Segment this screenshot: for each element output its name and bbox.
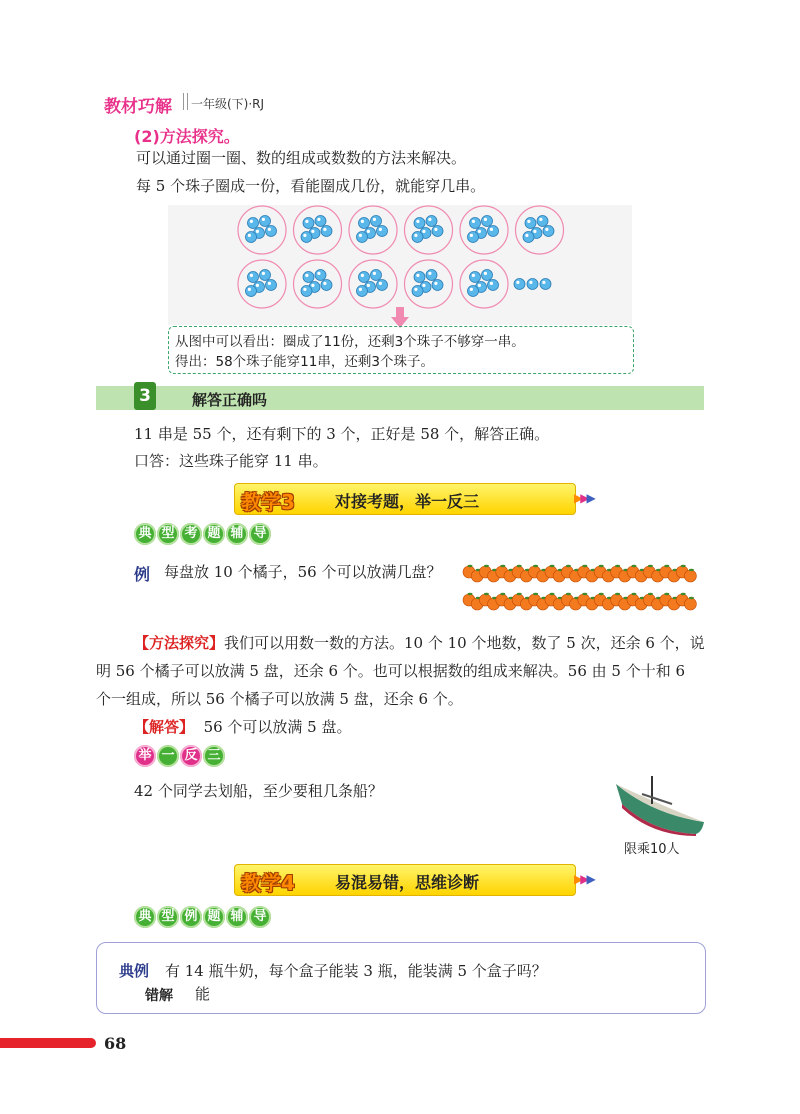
typical-example-tag: 典例 bbox=[119, 962, 150, 980]
bubble-char: 导 bbox=[249, 523, 271, 545]
bead-highlight bbox=[414, 234, 417, 237]
section-title: 解答正确吗 bbox=[192, 391, 268, 409]
bead bbox=[371, 270, 382, 281]
check-line-1: 11 串是 55 个，还有剩下的 3 个，正好是 58 个，解答正确。 bbox=[134, 425, 550, 443]
answer-label: 【解答】 bbox=[134, 718, 195, 736]
example-label: 例 bbox=[134, 565, 151, 584]
bead bbox=[488, 280, 499, 291]
method-explore-label: 【方法探究】 bbox=[134, 634, 225, 652]
bead-highlight bbox=[470, 234, 473, 237]
typical-example-question: 有 14 瓶牛奶，每个盒子能装 3 瓶，能装满 5 个盒子吗？ bbox=[165, 962, 547, 980]
bead bbox=[470, 272, 481, 283]
bead bbox=[246, 286, 257, 297]
bubble-char: 辅 bbox=[226, 523, 248, 545]
bead-highlight bbox=[525, 234, 528, 237]
wrong-answer-tag: 错解 bbox=[145, 988, 173, 1004]
bubble-char: 一 bbox=[157, 745, 179, 767]
chevron-right-icon: ▶▶▶ bbox=[574, 491, 593, 505]
bead-highlight bbox=[527, 220, 530, 223]
bead bbox=[246, 232, 257, 243]
bead-highlight bbox=[422, 230, 425, 233]
bead-highlight bbox=[361, 220, 364, 223]
bead-highlight bbox=[305, 274, 308, 277]
orange bbox=[684, 570, 696, 582]
bubble-char: 型 bbox=[157, 523, 179, 545]
bead-highlight bbox=[323, 282, 326, 285]
bead-highlight bbox=[361, 274, 364, 277]
orange-leaf bbox=[533, 593, 538, 595]
orange-leaf bbox=[648, 593, 653, 595]
method-heading: (2)方法探究。 bbox=[134, 127, 240, 146]
bead bbox=[432, 280, 443, 291]
bead-highlight bbox=[472, 274, 475, 277]
bead bbox=[527, 279, 538, 290]
bead bbox=[321, 226, 332, 237]
orange-leaf bbox=[500, 565, 505, 567]
bead-highlight bbox=[416, 274, 419, 277]
bead bbox=[303, 218, 314, 229]
bead bbox=[537, 216, 548, 227]
bead-highlight bbox=[317, 272, 320, 275]
orange-leaf bbox=[615, 565, 620, 567]
example-question: 每盘放 10 个橘子，56 个可以放满几盘？ bbox=[164, 563, 442, 581]
orange-leaf bbox=[550, 565, 555, 567]
bubble-char: 反 bbox=[180, 745, 202, 767]
orange-leaf bbox=[681, 593, 686, 595]
bead bbox=[315, 216, 326, 227]
bead bbox=[470, 218, 481, 229]
bead-highlight bbox=[416, 220, 419, 223]
orange-leaf bbox=[566, 593, 571, 595]
bead-highlight bbox=[516, 281, 519, 284]
bead bbox=[301, 286, 312, 297]
practice-label bbox=[134, 745, 225, 767]
bubble-char: 典 bbox=[134, 523, 156, 545]
bead-highlight bbox=[414, 288, 417, 291]
bead-highlight bbox=[434, 228, 437, 231]
answer-text: 56 个可以放满 5 盘。 bbox=[203, 718, 352, 736]
orange-leaf bbox=[500, 593, 505, 595]
conclusion-line-2: 得出：58个珠子能穿11串，还剩3个珠子。 bbox=[175, 354, 434, 370]
bead bbox=[371, 216, 382, 227]
bead bbox=[377, 280, 388, 291]
exercise-question: 42 个同学去划船，至少要租几条船？ bbox=[134, 782, 383, 800]
typical-question-label bbox=[134, 523, 271, 545]
orange-leaf bbox=[664, 565, 669, 567]
bead-highlight bbox=[490, 282, 493, 285]
bead bbox=[303, 272, 314, 283]
bead bbox=[248, 218, 259, 229]
bead-highlight bbox=[359, 288, 362, 291]
bubble-char: 题 bbox=[203, 906, 225, 928]
bead-highlight bbox=[478, 230, 481, 233]
boat-icon bbox=[612, 774, 708, 838]
typical-example-box bbox=[96, 942, 706, 1014]
bead bbox=[412, 286, 423, 297]
bead bbox=[266, 226, 277, 237]
orange-leaf bbox=[582, 565, 587, 567]
orange-leaf bbox=[681, 565, 686, 567]
method-explore-line-3: 个一组成，所以 56 个橘子可以放满 5 盘，还余 6 个。 bbox=[96, 690, 463, 708]
bubble-char: 题 bbox=[203, 523, 225, 545]
bead-highlight bbox=[478, 284, 481, 287]
orange-leaf bbox=[468, 593, 473, 595]
bead-highlight bbox=[428, 218, 431, 221]
bead-highlight bbox=[545, 228, 548, 231]
banner-teach-4 bbox=[234, 864, 576, 896]
chevron-right-icon: ▶▶▶ bbox=[574, 872, 593, 886]
bead bbox=[432, 226, 443, 237]
bubble-char: 型 bbox=[157, 906, 179, 928]
bead-highlight bbox=[470, 288, 473, 291]
bead-highlight bbox=[248, 234, 251, 237]
typical-example-label bbox=[134, 906, 271, 928]
bead-highlight bbox=[317, 218, 320, 221]
bead-highlight bbox=[529, 281, 532, 284]
bead-highlight bbox=[484, 218, 487, 221]
bead bbox=[468, 286, 479, 297]
bead bbox=[414, 272, 425, 283]
bead-highlight bbox=[311, 284, 314, 287]
bead bbox=[359, 272, 370, 283]
bead-highlight bbox=[305, 220, 308, 223]
bead bbox=[426, 270, 437, 281]
bead bbox=[321, 280, 332, 291]
bead-highlight bbox=[262, 218, 265, 221]
bubble-char: 举 bbox=[134, 745, 156, 767]
bead bbox=[359, 218, 370, 229]
bubble-char: 例 bbox=[180, 906, 202, 928]
check-line-2: 口答：这些珠子能穿 11 串。 bbox=[134, 452, 328, 470]
bead-highlight bbox=[373, 272, 376, 275]
book-title: 教材巧解 bbox=[104, 97, 172, 117]
section-bar bbox=[96, 386, 704, 410]
orange-leaf bbox=[484, 593, 489, 595]
conclusion-box bbox=[168, 326, 634, 374]
bead-highlight bbox=[379, 228, 382, 231]
bead-highlight bbox=[472, 220, 475, 223]
orange-leaf bbox=[566, 565, 571, 567]
bead-highlight bbox=[268, 228, 271, 231]
bead-highlight bbox=[434, 282, 437, 285]
bead-highlight bbox=[250, 220, 253, 223]
bead bbox=[488, 226, 499, 237]
bead-highlight bbox=[428, 272, 431, 275]
page-number: 68 bbox=[104, 1034, 127, 1053]
bead bbox=[248, 272, 259, 283]
bead-highlight bbox=[367, 284, 370, 287]
bubble-char: 典 bbox=[134, 906, 156, 928]
bead-highlight bbox=[542, 281, 545, 284]
bead-highlight bbox=[268, 282, 271, 285]
bead-highlight bbox=[422, 284, 425, 287]
orange-leaf bbox=[582, 593, 587, 595]
orange-leaf bbox=[517, 593, 522, 595]
conclusion-line-1: 从图中可以看出：圈成了11份，还剩3个珠子不够穿一串。 bbox=[175, 334, 525, 350]
method-explore-line-2: 明 56 个橘子可以放满 5 盘，还余 6 个。也可以根据数的组成来解决。56 由 5 个十和 6 bbox=[96, 662, 686, 680]
wrong-answer: 能 bbox=[195, 985, 211, 1003]
bead-highlight bbox=[533, 230, 536, 233]
orange-leaf bbox=[599, 593, 604, 595]
bead-highlight bbox=[248, 288, 251, 291]
orange-leaf bbox=[632, 565, 637, 567]
method-explore-line-1 bbox=[134, 632, 705, 654]
bead bbox=[523, 232, 534, 243]
orange-leaf bbox=[632, 593, 637, 595]
bead-highlight bbox=[256, 284, 259, 287]
bead-highlight bbox=[490, 228, 493, 231]
section-number: 3 bbox=[134, 382, 156, 410]
method-line-1: 可以通过圈一圈、数的组成或数数的方法来解决。 bbox=[136, 149, 467, 167]
bead-highlight bbox=[311, 230, 314, 233]
orange-leaf bbox=[689, 569, 694, 571]
bead bbox=[482, 270, 493, 281]
bead bbox=[315, 270, 326, 281]
oranges-illustration bbox=[462, 558, 702, 614]
bead-highlight bbox=[484, 272, 487, 275]
bead bbox=[540, 279, 551, 290]
bead-highlight bbox=[539, 218, 542, 221]
bead bbox=[482, 216, 493, 227]
answer-line bbox=[134, 716, 352, 738]
bead bbox=[357, 286, 368, 297]
bead-highlight bbox=[262, 272, 265, 275]
bead-highlight bbox=[367, 230, 370, 233]
bubble-char: 辅 bbox=[226, 906, 248, 928]
bead bbox=[543, 226, 554, 237]
bead-highlight bbox=[373, 218, 376, 221]
bead-highlight bbox=[256, 230, 259, 233]
bead-highlight bbox=[250, 274, 253, 277]
page-number-bar bbox=[0, 1038, 96, 1048]
bead-highlight bbox=[303, 288, 306, 291]
bubble-char: 考 bbox=[180, 523, 202, 545]
orange-leaf bbox=[648, 565, 653, 567]
bead bbox=[377, 226, 388, 237]
orange-leaf bbox=[484, 565, 489, 567]
method-line-2: 每 5 个珠子圈成一份，看能圈成几份，就能穿几串。 bbox=[136, 177, 486, 195]
banner-3-label: 教学3 bbox=[241, 490, 295, 514]
banner-3-text: 对接考题，举一反三 bbox=[335, 492, 480, 511]
bead bbox=[260, 270, 271, 281]
bead-highlight bbox=[303, 234, 306, 237]
orange-leaf bbox=[689, 597, 694, 599]
bead bbox=[468, 232, 479, 243]
orange-leaf bbox=[550, 593, 555, 595]
bead bbox=[525, 218, 536, 229]
bead-highlight bbox=[379, 282, 382, 285]
orange-leaf bbox=[664, 593, 669, 595]
bead-highlight bbox=[323, 228, 326, 231]
bead bbox=[414, 218, 425, 229]
bead bbox=[514, 279, 525, 290]
banner-4-text: 易混易错，思维诊断 bbox=[335, 873, 480, 892]
bead bbox=[260, 216, 271, 227]
orange-leaf bbox=[615, 593, 620, 595]
orange-leaf bbox=[468, 565, 473, 567]
header-divider bbox=[183, 93, 188, 110]
bead bbox=[266, 280, 277, 291]
grade-label: 一年级(下)·RJ bbox=[191, 97, 265, 111]
bead bbox=[357, 232, 368, 243]
bead bbox=[412, 232, 423, 243]
orange-leaf bbox=[517, 565, 522, 567]
banner-teach-3 bbox=[234, 483, 576, 515]
bubble-char: 三 bbox=[203, 745, 225, 767]
bead bbox=[301, 232, 312, 243]
bead-highlight bbox=[359, 234, 362, 237]
banner-4-label: 教学4 bbox=[241, 871, 295, 895]
bubble-char: 导 bbox=[249, 906, 271, 928]
bead bbox=[426, 216, 437, 227]
orange bbox=[684, 598, 696, 610]
orange-leaf bbox=[533, 565, 538, 567]
boat-caption: 限乘10人 bbox=[624, 842, 680, 857]
method-text: 我们可以用数一数的方法。10 个 10 个地数，数了 5 次，还余 6 个，说 bbox=[224, 634, 705, 652]
orange-leaf bbox=[599, 565, 604, 567]
